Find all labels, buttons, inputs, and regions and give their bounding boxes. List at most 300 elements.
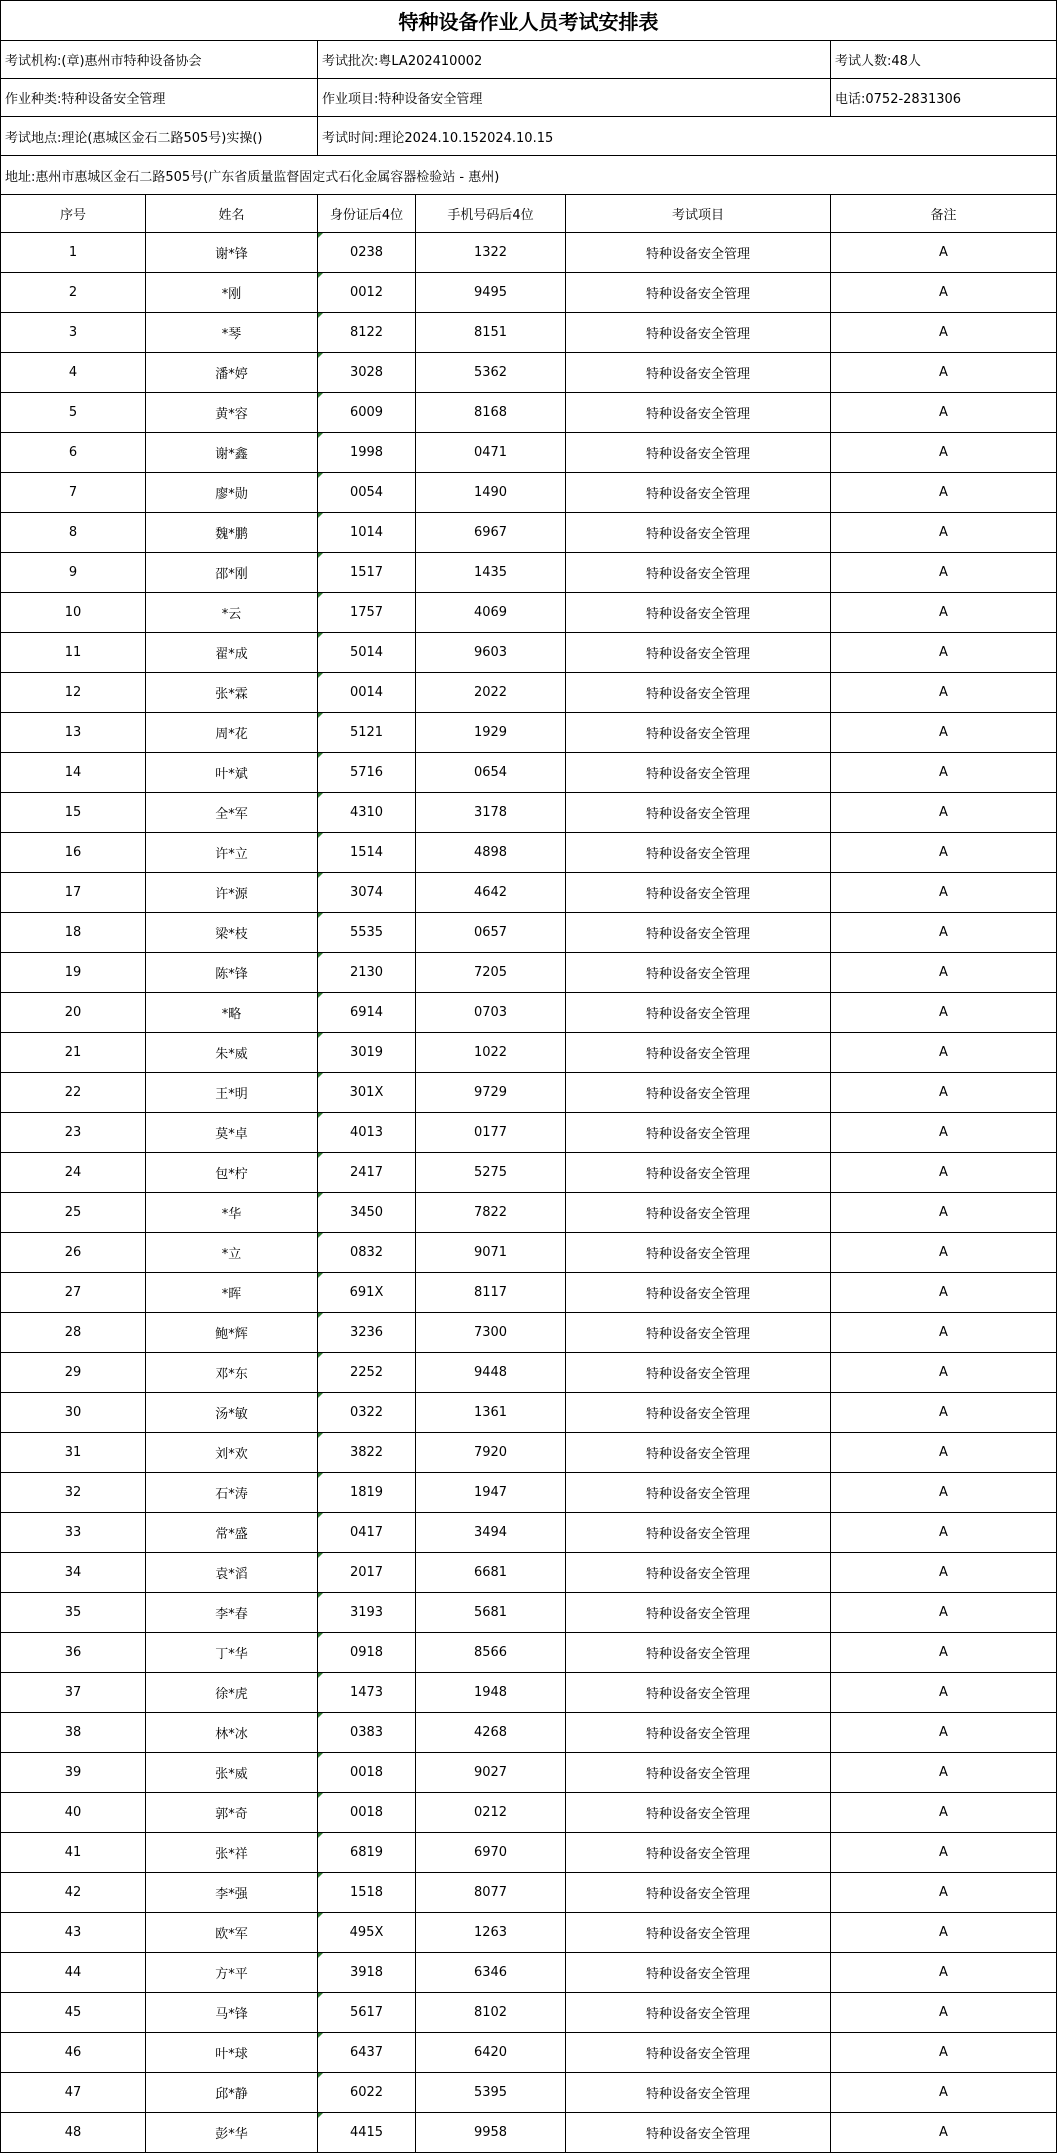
phone-last4: 7920: [416, 1433, 566, 1473]
table-row: [1, 593, 1057, 633]
row-number: 8: [1, 513, 146, 553]
phone-last4: 9729: [416, 1073, 566, 1113]
id-last4: 0018: [318, 1793, 416, 1833]
remark: A: [831, 1913, 1057, 1953]
id-last4: 495X: [318, 1913, 416, 1953]
candidate-name: 汤*敏: [146, 1393, 318, 1433]
candidate-name: 张*威: [146, 1753, 318, 1793]
exam-item: 特种设备安全管理: [566, 953, 831, 993]
phone-last4: 1948: [416, 1673, 566, 1713]
id-last4: 0238: [318, 233, 416, 273]
text-format-marker-icon: [318, 833, 323, 838]
row-number: 38: [1, 1713, 146, 1753]
remark: A: [831, 2073, 1057, 2113]
table-row: [1, 1993, 1057, 2033]
phone-last4: 1435: [416, 553, 566, 593]
exam-item: 特种设备安全管理: [566, 1193, 831, 1233]
phone-last4: 4898: [416, 833, 566, 873]
row-number: 13: [1, 713, 146, 753]
table-row: [1, 873, 1057, 913]
exam-time: 考试时间:理论2024.10.152024.10.15: [318, 117, 1057, 156]
candidate-name: 王*明: [146, 1073, 318, 1113]
row-number: 41: [1, 1833, 146, 1873]
table-row: [1, 1913, 1057, 1953]
exam-item: 特种设备安全管理: [566, 713, 831, 753]
text-format-marker-icon: [318, 1273, 323, 1278]
phone-last4: 1022: [416, 1033, 566, 1073]
phone-last4: 0703: [416, 993, 566, 1033]
remark: A: [831, 1033, 1057, 1073]
table-row: [1, 633, 1057, 673]
phone-last4: 6420: [416, 2033, 566, 2073]
exam-item: 特种设备安全管理: [566, 593, 831, 633]
table-row: [1, 1513, 1057, 1553]
row-number: 37: [1, 1673, 146, 1713]
candidate-name: 许*源: [146, 873, 318, 913]
remark: A: [831, 1553, 1057, 1593]
table-row: [1, 1313, 1057, 1353]
row-number: 6: [1, 433, 146, 473]
remark: A: [831, 233, 1057, 273]
exam-item: 特种设备安全管理: [566, 1313, 831, 1353]
remark: A: [831, 1753, 1057, 1793]
candidate-name: *刚: [146, 273, 318, 313]
text-format-marker-icon: [318, 673, 323, 678]
text-format-marker-icon: [318, 313, 323, 318]
exam-item: 特种设备安全管理: [566, 353, 831, 393]
row-number: 31: [1, 1433, 146, 1473]
text-format-marker-icon: [318, 433, 323, 438]
remark: A: [831, 1393, 1057, 1433]
table-row: [1, 2113, 1057, 2153]
text-format-marker-icon: [318, 1193, 323, 1198]
id-last4: 0832: [318, 1233, 416, 1273]
id-last4: 5716: [318, 753, 416, 793]
candidate-name: 谢*锋: [146, 233, 318, 273]
phone-last4: 5275: [416, 1153, 566, 1193]
id-last4: 4013: [318, 1113, 416, 1153]
table-row: [1, 313, 1057, 353]
id-last4: 0054: [318, 473, 416, 513]
row-number: 11: [1, 633, 146, 673]
table-row: [1, 1633, 1057, 1673]
id-last4: 2417: [318, 1153, 416, 1193]
phone-last4: 0654: [416, 753, 566, 793]
candidate-name: 郭*奇: [146, 1793, 318, 1833]
text-format-marker-icon: [318, 793, 323, 798]
phone-last4: 9448: [416, 1353, 566, 1393]
table-row: [1, 1473, 1057, 1513]
phone-last4: 9027: [416, 1753, 566, 1793]
remark: A: [831, 993, 1057, 1033]
row-number: 14: [1, 753, 146, 793]
exam-item: 特种设备安全管理: [566, 1873, 831, 1913]
row-number: 22: [1, 1073, 146, 1113]
text-format-marker-icon: [318, 1633, 323, 1638]
text-format-marker-icon: [318, 633, 323, 638]
text-format-marker-icon: [318, 873, 323, 878]
remark: A: [831, 1793, 1057, 1833]
phone-last4: 1263: [416, 1913, 566, 1953]
phone-last4: 4268: [416, 1713, 566, 1753]
text-format-marker-icon: [318, 1033, 323, 1038]
candidate-name: 欧*军: [146, 1913, 318, 1953]
table-row: [1, 1033, 1057, 1073]
info-row-3: [1, 117, 1057, 156]
exam-item: 特种设备安全管理: [566, 393, 831, 433]
phone-last4: 8117: [416, 1273, 566, 1313]
exam-address: 地址:惠州市惠城区金石二路505号(广东省质量监督固定式石化金属容器检验站 - 惠州): [1, 156, 1057, 195]
exam-item: 特种设备安全管理: [566, 833, 831, 873]
table-row: [1, 1553, 1057, 1593]
row-number: 43: [1, 1913, 146, 1953]
col-header-no: 序号: [1, 195, 146, 233]
exam-item: 特种设备安全管理: [566, 793, 831, 833]
candidate-name: 林*冰: [146, 1713, 318, 1753]
remark: A: [831, 633, 1057, 673]
phone-last4: 2022: [416, 673, 566, 713]
exam-item: 特种设备安全管理: [566, 1353, 831, 1393]
candidate-name: 邱*静: [146, 2073, 318, 2113]
phone-last4: 6967: [416, 513, 566, 553]
row-number: 30: [1, 1393, 146, 1433]
candidate-name: 马*锋: [146, 1993, 318, 2033]
remark: A: [831, 953, 1057, 993]
table-row: [1, 1073, 1057, 1113]
exam-item: 特种设备安全管理: [566, 1113, 831, 1153]
candidate-name: 张*霖: [146, 673, 318, 713]
candidate-name: 谢*鑫: [146, 433, 318, 473]
phone-last4: 0212: [416, 1793, 566, 1833]
id-last4: 5014: [318, 633, 416, 673]
text-format-marker-icon: [318, 1873, 323, 1878]
id-last4: 691X: [318, 1273, 416, 1313]
id-last4: 3019: [318, 1033, 416, 1073]
exam-item: 特种设备安全管理: [566, 1593, 831, 1633]
title-row: [1, 1, 1057, 41]
id-last4: 5617: [318, 1993, 416, 2033]
row-number: 18: [1, 913, 146, 953]
id-last4: 1819: [318, 1473, 416, 1513]
remark: A: [831, 913, 1057, 953]
remark: A: [831, 1113, 1057, 1153]
id-last4: 1473: [318, 1673, 416, 1713]
candidate-name: 叶*球: [146, 2033, 318, 2073]
info-row-2: [1, 79, 1057, 117]
remark: A: [831, 473, 1057, 513]
remark: A: [831, 1833, 1057, 1873]
row-number: 15: [1, 793, 146, 833]
row-number: 23: [1, 1113, 146, 1153]
candidate-name: 李*春: [146, 1593, 318, 1633]
exam-item: 特种设备安全管理: [566, 1953, 831, 1993]
row-number: 20: [1, 993, 146, 1033]
table-row: [1, 1193, 1057, 1233]
exam-item: 特种设备安全管理: [566, 433, 831, 473]
info-row-1: [1, 41, 1057, 79]
row-number: 27: [1, 1273, 146, 1313]
candidate-name: 刘*欢: [146, 1433, 318, 1473]
text-format-marker-icon: [318, 1793, 323, 1798]
id-last4: 1757: [318, 593, 416, 633]
row-number: 26: [1, 1233, 146, 1273]
remark: A: [831, 1353, 1057, 1393]
row-number: 7: [1, 473, 146, 513]
row-number: 21: [1, 1033, 146, 1073]
remark: A: [831, 833, 1057, 873]
table-row: [1, 513, 1057, 553]
row-number: 39: [1, 1753, 146, 1793]
candidate-name: 方*平: [146, 1953, 318, 1993]
row-number: 42: [1, 1873, 146, 1913]
id-last4: 5535: [318, 913, 416, 953]
row-number: 35: [1, 1593, 146, 1633]
id-last4: 0018: [318, 1753, 416, 1793]
text-format-marker-icon: [318, 1833, 323, 1838]
text-format-marker-icon: [318, 993, 323, 998]
row-number: 3: [1, 313, 146, 353]
remark: A: [831, 2033, 1057, 2073]
id-last4: 301X: [318, 1073, 416, 1113]
row-number: 29: [1, 1353, 146, 1393]
id-last4: 3074: [318, 873, 416, 913]
candidate-name: *略: [146, 993, 318, 1033]
phone-last4: 3178: [416, 793, 566, 833]
id-last4: 3822: [318, 1433, 416, 1473]
exam-item: 特种设备安全管理: [566, 273, 831, 313]
table-row: [1, 1753, 1057, 1793]
remark: A: [831, 273, 1057, 313]
table-row: [1, 2033, 1057, 2073]
remark: A: [831, 1673, 1057, 1713]
row-number: 40: [1, 1793, 146, 1833]
table-row: [1, 1953, 1057, 1993]
remark: A: [831, 553, 1057, 593]
text-format-marker-icon: [318, 1673, 323, 1678]
exam-item: 特种设备安全管理: [566, 1673, 831, 1713]
remark: A: [831, 1273, 1057, 1313]
candidate-name: 石*涛: [146, 1473, 318, 1513]
col-header-item: 考试项目: [566, 195, 831, 233]
phone-last4: 8102: [416, 1993, 566, 2033]
remark: A: [831, 873, 1057, 913]
exam-item: 特种设备安全管理: [566, 1713, 831, 1753]
row-number: 44: [1, 1953, 146, 1993]
text-format-marker-icon: [318, 513, 323, 518]
id-last4: 1514: [318, 833, 416, 873]
table-row: [1, 913, 1057, 953]
id-last4: 8122: [318, 313, 416, 353]
phone-last4: 5395: [416, 2073, 566, 2113]
contact-phone: 电话:0752-2831306: [831, 79, 1057, 117]
exam-item: 特种设备安全管理: [566, 673, 831, 713]
text-format-marker-icon: [318, 233, 323, 238]
sheet-title: 特种设备作业人员考试安排表: [1, 1, 1057, 41]
remark: A: [831, 353, 1057, 393]
exam-item: 特种设备安全管理: [566, 1833, 831, 1873]
phone-last4: 5681: [416, 1593, 566, 1633]
phone-last4: 0471: [416, 433, 566, 473]
phone-last4: 5362: [416, 353, 566, 393]
id-last4: 2017: [318, 1553, 416, 1593]
table-row: [1, 833, 1057, 873]
id-last4: 1998: [318, 433, 416, 473]
phone-last4: 7205: [416, 953, 566, 993]
table-row: [1, 1233, 1057, 1273]
text-format-marker-icon: [318, 1393, 323, 1398]
remark: A: [831, 1953, 1057, 1993]
phone-last4: 8566: [416, 1633, 566, 1673]
row-number: 48: [1, 2113, 146, 2153]
id-last4: 4310: [318, 793, 416, 833]
work-project: 作业项目:特种设备安全管理: [318, 79, 831, 117]
text-format-marker-icon: [318, 473, 323, 478]
table-row: [1, 1713, 1057, 1753]
exam-item: 特种设备安全管理: [566, 1553, 831, 1593]
id-last4: 0417: [318, 1513, 416, 1553]
exam-org: 考试机构:(章)惠州市特种设备协会: [1, 41, 318, 79]
exam-item: 特种设备安全管理: [566, 2113, 831, 2153]
row-number: 9: [1, 553, 146, 593]
remark: A: [831, 1713, 1057, 1753]
row-number: 36: [1, 1633, 146, 1673]
id-last4: 0322: [318, 1393, 416, 1433]
row-number: 24: [1, 1153, 146, 1193]
remark: A: [831, 713, 1057, 753]
text-format-marker-icon: [318, 273, 323, 278]
text-format-marker-icon: [318, 1553, 323, 1558]
candidate-name: 邵*刚: [146, 553, 318, 593]
row-number: 19: [1, 953, 146, 993]
exam-item: 特种设备安全管理: [566, 913, 831, 953]
exam-location: 考试地点:理论(惠城区金石二路505号)实操(): [1, 117, 318, 156]
phone-last4: 6346: [416, 1953, 566, 1993]
exam-item: 特种设备安全管理: [566, 1753, 831, 1793]
text-format-marker-icon: [318, 1113, 323, 1118]
phone-last4: 4642: [416, 873, 566, 913]
row-number: 16: [1, 833, 146, 873]
phone-last4: 1490: [416, 473, 566, 513]
exam-item: 特种设备安全管理: [566, 1393, 831, 1433]
text-format-marker-icon: [318, 913, 323, 918]
exam-item: 特种设备安全管理: [566, 2073, 831, 2113]
candidate-name: 常*盛: [146, 1513, 318, 1553]
work-category: 作业种类:特种设备安全管理: [1, 79, 318, 117]
id-last4: 3918: [318, 1953, 416, 1993]
remark: A: [831, 1153, 1057, 1193]
text-format-marker-icon: [318, 2033, 323, 2038]
row-number: 4: [1, 353, 146, 393]
table-row: [1, 353, 1057, 393]
col-header-phone: 手机号码后4位: [416, 195, 566, 233]
text-format-marker-icon: [318, 1993, 323, 1998]
row-number: 45: [1, 1993, 146, 2033]
remark: A: [831, 2113, 1057, 2153]
row-number: 47: [1, 2073, 146, 2113]
remark: A: [831, 1873, 1057, 1913]
id-last4: 3193: [318, 1593, 416, 1633]
candidate-name: 黄*容: [146, 393, 318, 433]
remark: A: [831, 1233, 1057, 1273]
row-number: 34: [1, 1553, 146, 1593]
row-number: 25: [1, 1193, 146, 1233]
phone-last4: 9495: [416, 273, 566, 313]
id-last4: 0918: [318, 1633, 416, 1673]
table-row: [1, 1273, 1057, 1313]
remark: A: [831, 313, 1057, 353]
id-last4: 0014: [318, 673, 416, 713]
exam-item: 特种设备安全管理: [566, 1073, 831, 1113]
candidate-name: 朱*威: [146, 1033, 318, 1073]
exam-item: 特种设备安全管理: [566, 1913, 831, 1953]
text-format-marker-icon: [318, 713, 323, 718]
exam-item: 特种设备安全管理: [566, 1513, 831, 1553]
id-last4: 6437: [318, 2033, 416, 2073]
table-row: [1, 1593, 1057, 1633]
candidate-name: 徐*虎: [146, 1673, 318, 1713]
remark: A: [831, 593, 1057, 633]
phone-last4: 9603: [416, 633, 566, 673]
id-last4: 2130: [318, 953, 416, 993]
exam-item: 特种设备安全管理: [566, 1433, 831, 1473]
table-row: [1, 993, 1057, 1033]
phone-last4: 8077: [416, 1873, 566, 1913]
exam-item: 特种设备安全管理: [566, 1993, 831, 2033]
id-last4: 1517: [318, 553, 416, 593]
exam-item: 特种设备安全管理: [566, 1273, 831, 1313]
table-row: [1, 1353, 1057, 1393]
remark: A: [831, 1593, 1057, 1633]
table-row: [1, 753, 1057, 793]
remark: A: [831, 1073, 1057, 1113]
text-format-marker-icon: [318, 1593, 323, 1598]
table-row: [1, 713, 1057, 753]
text-format-marker-icon: [318, 1953, 323, 1958]
table-row: [1, 1873, 1057, 1913]
table-row: [1, 793, 1057, 833]
table-row: [1, 273, 1057, 313]
candidate-name: *琴: [146, 313, 318, 353]
candidate-name: 潘*婷: [146, 353, 318, 393]
phone-last4: 6970: [416, 1833, 566, 1873]
table-header: [1, 195, 1057, 233]
candidate-name: 全*军: [146, 793, 318, 833]
exam-item: 特种设备安全管理: [566, 633, 831, 673]
phone-last4: 0177: [416, 1113, 566, 1153]
exam-item: 特种设备安全管理: [566, 1033, 831, 1073]
phone-last4: 9958: [416, 2113, 566, 2153]
exam-item: 特种设备安全管理: [566, 1153, 831, 1193]
remark: A: [831, 793, 1057, 833]
exam-item: 特种设备安全管理: [566, 473, 831, 513]
candidate-name: 彭*华: [146, 2113, 318, 2153]
id-last4: 0383: [318, 1713, 416, 1753]
row-number: 28: [1, 1313, 146, 1353]
exam-item: 特种设备安全管理: [566, 993, 831, 1033]
row-number: 10: [1, 593, 146, 633]
phone-last4: 6681: [416, 1553, 566, 1593]
candidate-name: 许*立: [146, 833, 318, 873]
phone-last4: 0657: [416, 913, 566, 953]
remark: A: [831, 1513, 1057, 1553]
text-format-marker-icon: [318, 1473, 323, 1478]
table-row: [1, 553, 1057, 593]
table-row: [1, 1673, 1057, 1713]
candidate-name: 张*祥: [146, 1833, 318, 1873]
text-format-marker-icon: [318, 1433, 323, 1438]
table-row: [1, 1793, 1057, 1833]
col-header-id: 身份证后4位: [318, 195, 416, 233]
